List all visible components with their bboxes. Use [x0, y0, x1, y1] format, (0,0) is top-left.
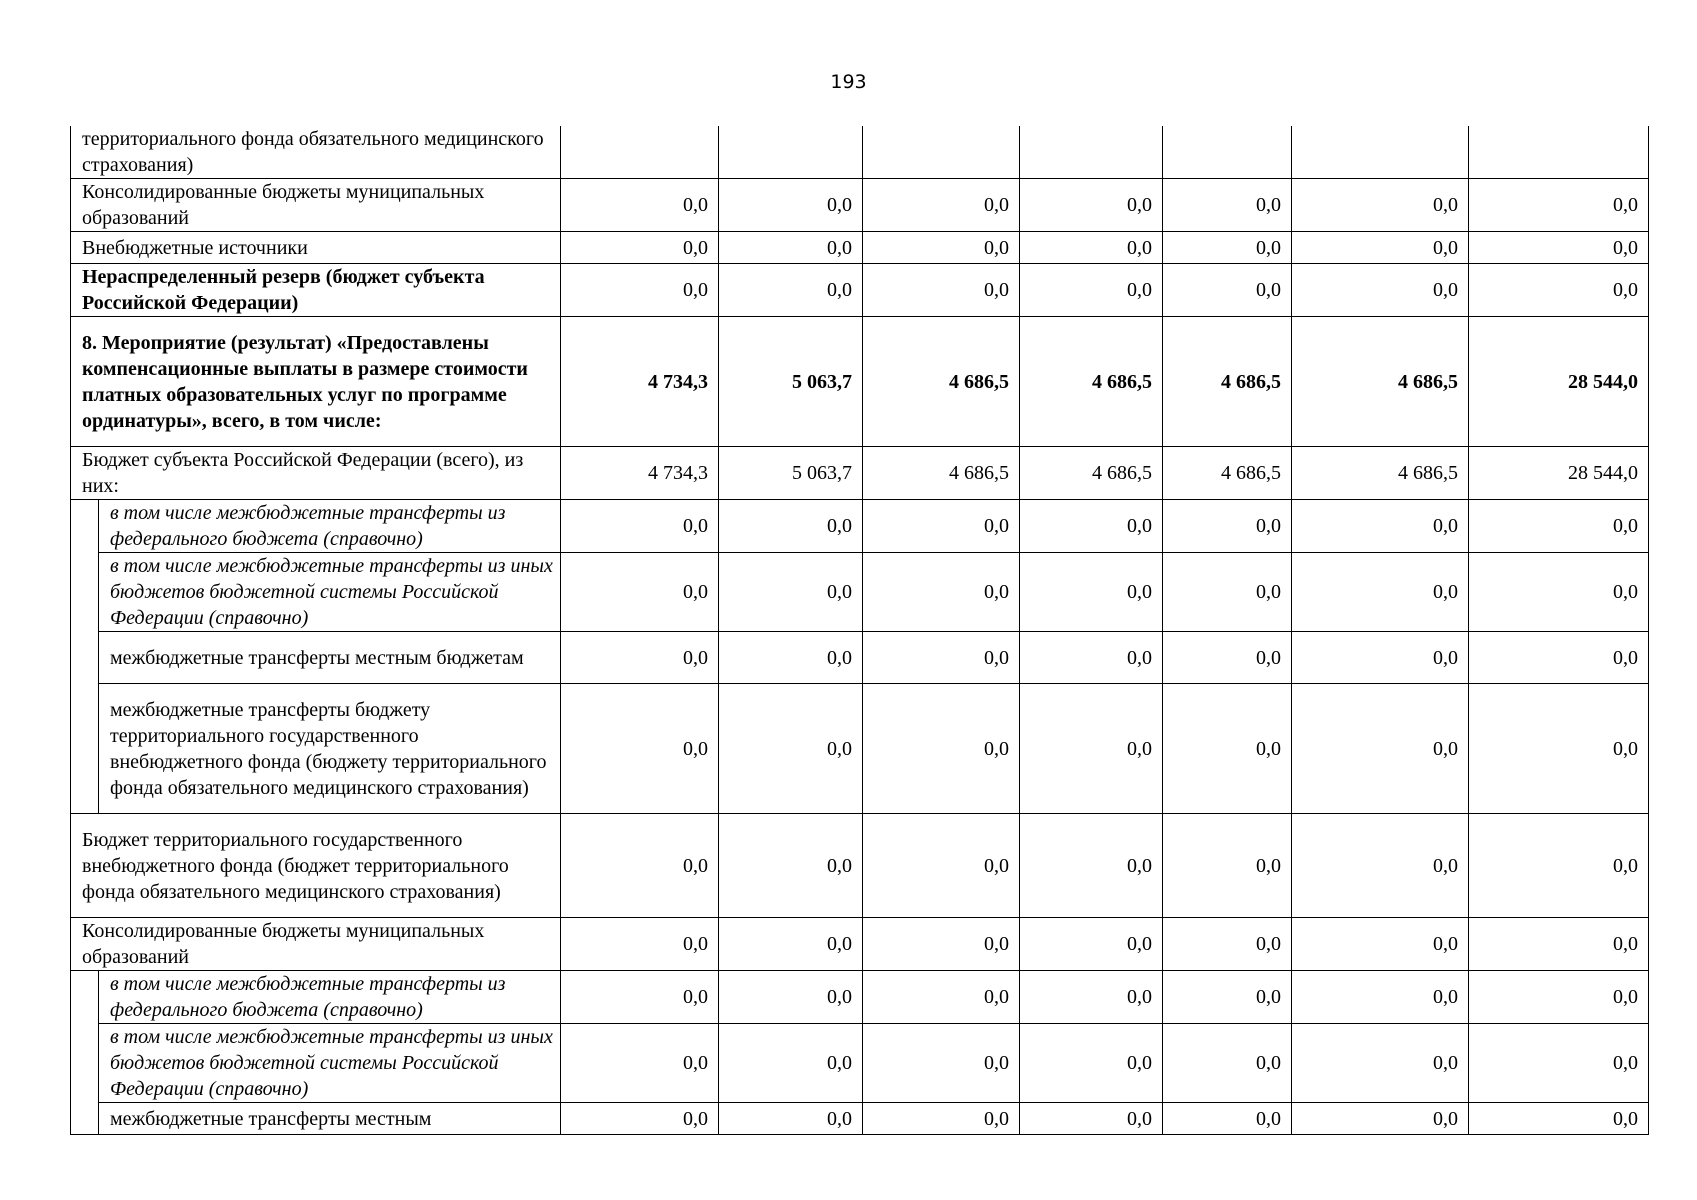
value-cell: 4 734,3	[561, 447, 719, 500]
value-cell: 0,0	[1020, 918, 1163, 971]
value-cell: 28 544,0	[1469, 317, 1649, 447]
row-label: в том числе межбюджетные трансферты из федерального бюджета (справочно)	[99, 500, 561, 553]
row-label: территориального фонда обязательного медицинского страхования)	[71, 126, 561, 179]
table-row	[71, 1024, 1649, 1103]
value-cell: 0,0	[1163, 632, 1292, 684]
value-cell: 0,0	[863, 918, 1020, 971]
value-cell: 4 686,5	[1020, 317, 1163, 447]
value-cell: 0,0	[561, 500, 719, 553]
value-cell: 0,0	[561, 553, 719, 632]
value-cell: 0,0	[1163, 684, 1292, 814]
value-cell: 0,0	[863, 971, 1020, 1024]
value-cell: 0,0	[1163, 1024, 1292, 1103]
value-cell: 0,0	[561, 1024, 719, 1103]
value-cell: 0,0	[1020, 971, 1163, 1024]
value-cell	[863, 126, 1020, 179]
value-cell: 0,0	[1292, 264, 1469, 317]
value-cell: 5 063,7	[719, 317, 863, 447]
value-cell: 0,0	[1469, 1103, 1649, 1135]
table-row	[71, 632, 1649, 684]
value-cell: 4 686,5	[863, 447, 1020, 500]
value-cell: 0,0	[1292, 232, 1469, 264]
value-cell: 0,0	[561, 1103, 719, 1135]
value-cell: 0,0	[561, 814, 719, 918]
row-label: в том числе межбюджетные трансферты из иных бюджетов бюджетной системы Российской Федерации (справочно)	[99, 553, 561, 632]
value-cell: 0,0	[1469, 684, 1649, 814]
value-cell: 0,0	[1469, 814, 1649, 918]
table-row	[71, 232, 1649, 264]
value-cell: 4 686,5	[1020, 447, 1163, 500]
value-cell: 0,0	[1020, 232, 1163, 264]
value-cell: 0,0	[1292, 632, 1469, 684]
value-cell: 0,0	[1020, 1024, 1163, 1103]
indent-cell	[71, 500, 99, 814]
value-cell: 0,0	[863, 264, 1020, 317]
value-cell: 0,0	[1020, 814, 1163, 918]
value-cell: 0,0	[1292, 179, 1469, 232]
value-cell: 0,0	[561, 179, 719, 232]
value-cell: 0,0	[561, 971, 719, 1024]
value-cell: 0,0	[1292, 814, 1469, 918]
row-label: 8. Мероприятие (результат) «Предоставлены компенсационные выплаты в размере стоимости платных образовательных услуг по программе ординатуры», всего, в том числе:	[71, 317, 561, 447]
value-cell	[1469, 126, 1649, 179]
value-cell: 0,0	[863, 1103, 1020, 1135]
table-row	[71, 918, 1649, 971]
value-cell: 0,0	[1292, 971, 1469, 1024]
value-cell: 0,0	[1020, 264, 1163, 317]
value-cell: 0,0	[1163, 971, 1292, 1024]
value-cell: 0,0	[719, 684, 863, 814]
row-label: в том числе межбюджетные трансферты из федерального бюджета (справочно)	[99, 971, 561, 1024]
value-cell: 0,0	[1163, 553, 1292, 632]
value-cell: 0,0	[561, 684, 719, 814]
table-row	[71, 684, 1649, 814]
value-cell: 0,0	[719, 1024, 863, 1103]
value-cell: 0,0	[863, 232, 1020, 264]
table-row	[71, 971, 1649, 1024]
value-cell: 4 686,5	[1163, 447, 1292, 500]
value-cell: 0,0	[1469, 918, 1649, 971]
value-cell: 0,0	[1163, 500, 1292, 553]
value-cell: 0,0	[719, 553, 863, 632]
table-row	[71, 179, 1649, 232]
value-cell: 0,0	[561, 264, 719, 317]
value-cell: 0,0	[863, 553, 1020, 632]
value-cell: 0,0	[561, 918, 719, 971]
value-cell: 0,0	[863, 500, 1020, 553]
value-cell: 0,0	[719, 814, 863, 918]
value-cell: 0,0	[863, 179, 1020, 232]
value-cell: 0,0	[1163, 918, 1292, 971]
row-label: межбюджетные трансферты местным	[99, 1103, 561, 1135]
value-cell: 0,0	[1469, 500, 1649, 553]
value-cell: 0,0	[1020, 1103, 1163, 1135]
value-cell: 0,0	[719, 971, 863, 1024]
value-cell: 0,0	[1469, 232, 1649, 264]
value-cell: 0,0	[1292, 1024, 1469, 1103]
value-cell: 0,0	[1163, 179, 1292, 232]
value-cell: 0,0	[1020, 179, 1163, 232]
value-cell: 0,0	[719, 632, 863, 684]
value-cell: 5 063,7	[719, 447, 863, 500]
value-cell	[1020, 126, 1163, 179]
value-cell: 4 686,5	[1163, 317, 1292, 447]
table-row	[71, 317, 1649, 447]
value-cell: 0,0	[1292, 553, 1469, 632]
row-label: межбюджетные трансферты бюджету территориального государственного внебюджетного фонда (бюджету территориального фонда обязательного медицинского страхования)	[99, 684, 561, 814]
value-cell: 4 686,5	[863, 317, 1020, 447]
value-cell: 0,0	[719, 918, 863, 971]
value-cell: 0,0	[863, 814, 1020, 918]
row-label: в том числе межбюджетные трансферты из иных бюджетов бюджетной системы Российской Федерации (справочно)	[99, 1024, 561, 1103]
value-cell: 0,0	[1292, 500, 1469, 553]
row-label: Бюджет субъекта Российской Федерации (всего), из них:	[71, 447, 561, 500]
value-cell: 0,0	[561, 232, 719, 264]
value-cell: 0,0	[561, 632, 719, 684]
table-row	[71, 500, 1649, 553]
table-row	[71, 553, 1649, 632]
row-label: Бюджет территориального государственного внебюджетного фонда (бюджет территориального фонда обязательного медицинского страхования)	[71, 814, 561, 918]
table-row	[71, 264, 1649, 317]
value-cell: 0,0	[1469, 1024, 1649, 1103]
value-cell: 0,0	[1469, 553, 1649, 632]
table-row	[71, 126, 1649, 179]
value-cell: 0,0	[1163, 232, 1292, 264]
value-cell: 0,0	[719, 264, 863, 317]
value-cell: 0,0	[863, 632, 1020, 684]
row-label: межбюджетные трансферты местным бюджетам	[99, 632, 561, 684]
row-label: Консолидированные бюджеты муниципальных образований	[71, 918, 561, 971]
value-cell: 0,0	[1163, 814, 1292, 918]
value-cell: 0,0	[719, 500, 863, 553]
value-cell: 0,0	[1469, 971, 1649, 1024]
value-cell: 0,0	[719, 232, 863, 264]
value-cell: 0,0	[1292, 1103, 1469, 1135]
row-label: Нераспределенный резерв (бюджет субъекта Российской Федерации)	[71, 264, 561, 317]
value-cell	[1163, 126, 1292, 179]
value-cell: 4 734,3	[561, 317, 719, 447]
table-row	[71, 814, 1649, 918]
indent-cell	[71, 971, 99, 1135]
value-cell: 0,0	[1292, 918, 1469, 971]
value-cell	[719, 126, 863, 179]
value-cell: 28 544,0	[1469, 447, 1649, 500]
value-cell: 0,0	[863, 1024, 1020, 1103]
value-cell: 0,0	[1292, 684, 1469, 814]
value-cell: 0,0	[1020, 553, 1163, 632]
value-cell: 0,0	[1020, 632, 1163, 684]
table-row	[71, 1103, 1649, 1135]
value-cell: 0,0	[1469, 632, 1649, 684]
value-cell: 0,0	[1020, 500, 1163, 553]
row-label: Консолидированные бюджеты муниципальных образований	[71, 179, 561, 232]
row-label: Внебюджетные источники	[71, 232, 561, 264]
page-number: 193	[830, 71, 867, 93]
value-cell: 0,0	[719, 179, 863, 232]
budget-table	[70, 126, 1649, 1135]
value-cell	[1292, 126, 1469, 179]
value-cell: 0,0	[1163, 1103, 1292, 1135]
value-cell: 4 686,5	[1292, 317, 1469, 447]
value-cell: 0,0	[719, 1103, 863, 1135]
value-cell: 0,0	[1163, 264, 1292, 317]
value-cell: 4 686,5	[1292, 447, 1469, 500]
value-cell	[561, 126, 719, 179]
value-cell: 0,0	[1469, 179, 1649, 232]
value-cell: 0,0	[1020, 684, 1163, 814]
table-row	[71, 447, 1649, 500]
value-cell: 0,0	[863, 684, 1020, 814]
value-cell: 0,0	[1469, 264, 1649, 317]
